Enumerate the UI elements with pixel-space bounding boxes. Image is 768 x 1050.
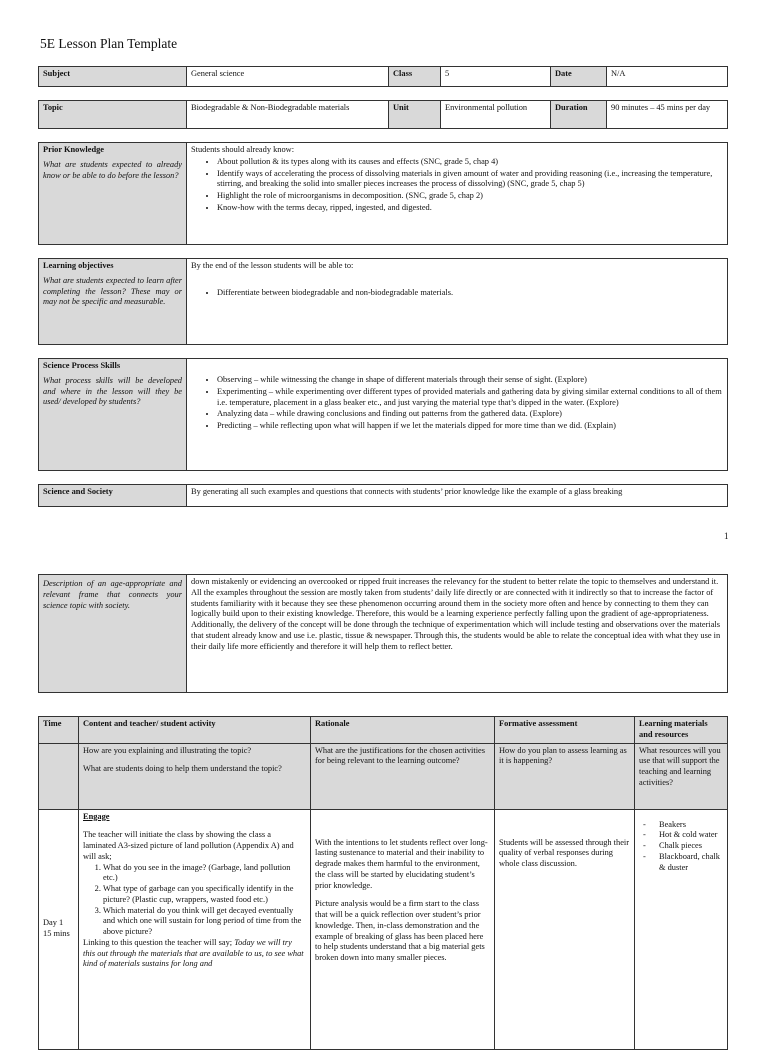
activity-header-row <box>39 717 728 744</box>
list-item: • Differentiate between biodegradable and non-biodegradable materials. <box>217 288 723 299</box>
engage-link-text: Linking to this question the teacher will say; <box>83 937 233 947</box>
page-number: 1 <box>724 531 729 541</box>
list-item: 3. Which material do you think will get decayed eventually and which one will sustain for long period of time from the above picture? <box>103 906 306 938</box>
list-item: 1. What do you see in the image? (Garbage, land pollution etc.) <box>103 863 306 885</box>
subject-value: General science <box>187 67 389 87</box>
learning-objectives-list <box>191 288 723 299</box>
learning-objectives-table <box>38 258 728 345</box>
duration-value: 90 minutes – 45 mins per day <box>607 101 728 129</box>
col-header-content: Content and teacher/ student activity <box>79 717 311 744</box>
engage-link <box>83 938 306 970</box>
process-skills-label: Science Process Skills <box>43 361 121 370</box>
list-item: • Observing – while witnessing the change in shape of different materials through their sense of sight. (Explore) <box>217 375 723 386</box>
date-value: N/A <box>607 67 728 87</box>
assessment-text: Students will be assessed through their quality of verbal responses during whole class discussion. <box>499 837 630 868</box>
col-header-assessment: Formative assessment <box>495 717 635 744</box>
prompt-time <box>39 743 79 809</box>
subject-table <box>38 66 728 87</box>
learning-objectives-label: Learning objectives <box>43 261 114 270</box>
duration-mins: 15 mins <box>43 929 70 938</box>
materials-list <box>639 820 723 874</box>
list-item: - Blackboard, chalk & duster <box>643 852 723 874</box>
col-header-materials: Learning materials and resources <box>635 717 728 744</box>
prior-knowledge-label: Prior Knowledge <box>43 145 105 154</box>
prompt-materials: What resources will you use that will support the teaching and learning activities? <box>635 743 728 809</box>
learning-objectives-header <box>39 259 187 345</box>
topic-table <box>38 100 728 129</box>
topic-label: Topic <box>39 101 187 129</box>
society-hint: Description of an age-appropriate and relevant frame that connects your science topic with society. <box>43 579 182 610</box>
rationale-paragraph-1: With the intentions to let students reflect over long-lasting sustenance to material and their inability to degrade makes them harmful to the environment, the class will be started by elucidating student’s prior knowledge. <box>315 837 488 890</box>
prompt-content-2: What are students doing to help them understand the topic? <box>83 764 282 774</box>
list-item: • Experimenting – while experimenting over different types of provided materials and gathering data by giving similar external conditions to all of them i.e. temperature, placement in a glass beaker etc., and just varying the material type that’s dipped in the water. (Explore) <box>217 387 723 409</box>
rationale-paragraph-2: Picture analysis would be a firm start to the class that will be a quick reflection over student’s prior knowledge. Then, in-class demonstration and the example of breaking of glass has been placed here to help students understand that a big material gets broken down into many smaller pieces. <box>315 899 485 962</box>
society-continuation-text: down mistakenly or evidencing an overcooked or ripped fruit increases the relevancy for the student to better relate the topic to themselves and understand it. All the examples throughout the session are mostly taken from students’ daily life directly or are connected with it indirectly so that to increase the factor of students familiarity with it because they see these phenomenon occurring around them in the society more often and hence by connecting to them they can logically build upon to their existing knowledge. Therefore, this would be a learning experience perfectly falling upon the gradient of age-appropriateness. Additionally, the delivery of the concept will be done through the technique of experimentation which will include testing and observations over the materials that student already know and use i.e. plastic, tissue & newspaper. Through this, the students would be able to relate the conceptual idea with what they use in their daily life more efficiently and therefore it will help them to reflect better. <box>187 575 728 693</box>
unit-value: Environmental pollution <box>441 101 551 129</box>
activity-table <box>38 716 728 1050</box>
process-skills-hint: What process skills will be developed and where in the lesson will they be used/ developed by students? <box>43 375 182 407</box>
list-item: • Predicting – while reflecting upon what will happen if we let the materials dipped for more time than we did. (Explain) <box>217 421 723 432</box>
list-item: - Chalk pieces <box>643 841 723 852</box>
subject-label: Subject <box>39 67 187 87</box>
class-value: 5 <box>441 67 551 87</box>
engage-questions <box>83 863 306 938</box>
class-label: Class <box>389 67 441 87</box>
list-item: • Highlight the role of microorganisms in decomposition. (SNC, grade 5, chap 2) <box>217 191 723 202</box>
process-skills-list <box>191 375 723 432</box>
day-time <box>39 809 79 1049</box>
science-society-table <box>38 484 728 507</box>
col-header-time: Time <box>39 717 79 744</box>
learning-objectives-intro: By the end of the lesson students will be able to: <box>191 261 354 270</box>
society-continuation-table <box>38 574 728 693</box>
society-hint-cell <box>39 575 187 693</box>
list-item: • About pollution & its types along with its causes and effects (SNC, grade 5, chap 4) <box>217 157 723 168</box>
day-label: Day 1 <box>43 918 64 928</box>
prompt-row <box>39 743 728 809</box>
science-society-label: Science and Society <box>39 485 187 507</box>
date-label: Date <box>551 67 607 87</box>
process-skills-content <box>187 359 728 471</box>
prompt-content <box>79 743 311 809</box>
engage-content <box>79 809 311 1049</box>
duration-label: Duration <box>551 101 607 129</box>
prompt-content-1: How are you explaining and illustrating the topic? <box>83 745 252 755</box>
learning-objectives-hint: What are students expected to learn after completing the lesson? These may or may not be specific and measurable. <box>43 275 182 307</box>
engage-intro: The teacher will initiate the class by showing the class a laminated A3-sized picture of land pollution (Appendix A) and will ask; <box>83 830 294 861</box>
list-item: • Identify ways of accelerating the process of dissolving materials in given amount of water and providing reasoning (i.e., increasing the temperature, stirring, and breaking the solid into smaller pieces increases the process of dissolving) (SNC, grade 5, chap 5) <box>217 169 723 191</box>
science-society-text: By generating all such examples and questions that connects with students’ prior knowledge like the example of a glass breaking <box>187 485 728 507</box>
prior-knowledge-list <box>191 157 723 214</box>
list-item: 2. What type of garbage can you specifically identify in the picture? (Plastic cup, wrappers, wasted food etc.) <box>103 884 306 906</box>
list-item: • Know-how with the terms decay, ripped, ingested, and digested. <box>217 203 723 214</box>
document-title: 5E Lesson Plan Template <box>40 36 178 51</box>
unit-label: Unit <box>389 101 441 129</box>
engage-assessment <box>495 809 635 1049</box>
list-item: • Analyzing data – while drawing conclusions and finding out patterns from the gathered data. (Explore) <box>217 409 723 420</box>
topic-value: Biodegradable & Non-Biodegradable materials <box>187 101 389 129</box>
prompt-assessment: How do you plan to assess learning as it is happening? <box>495 743 635 809</box>
engage-heading: Engage <box>83 811 110 821</box>
col-header-rationale: Rationale <box>311 717 495 744</box>
engage-rationale <box>311 809 495 1049</box>
prior-knowledge-hint: What are students expected to already know or be able to do before the lesson? <box>43 159 182 180</box>
list-item: - Hot & cold water <box>643 830 723 841</box>
process-skills-header <box>39 359 187 471</box>
learning-objectives-content <box>187 259 728 345</box>
prior-knowledge-content <box>187 143 728 245</box>
engage-materials <box>635 809 728 1049</box>
list-item: - Beakers <box>643 820 723 831</box>
day-row <box>39 809 728 1049</box>
prior-knowledge-intro: Students should already know: <box>191 145 295 154</box>
prior-knowledge-header <box>39 143 187 245</box>
engage-link-quote: Today we will try this out through the materials that are available to us, to see what kind of materials sustains for long and <box>83 937 304 969</box>
process-skills-table <box>38 358 728 471</box>
prior-knowledge-table <box>38 142 728 245</box>
prompt-rationale: What are the justifications for the chosen activities for being relevant to the learning outcome? <box>311 743 495 809</box>
